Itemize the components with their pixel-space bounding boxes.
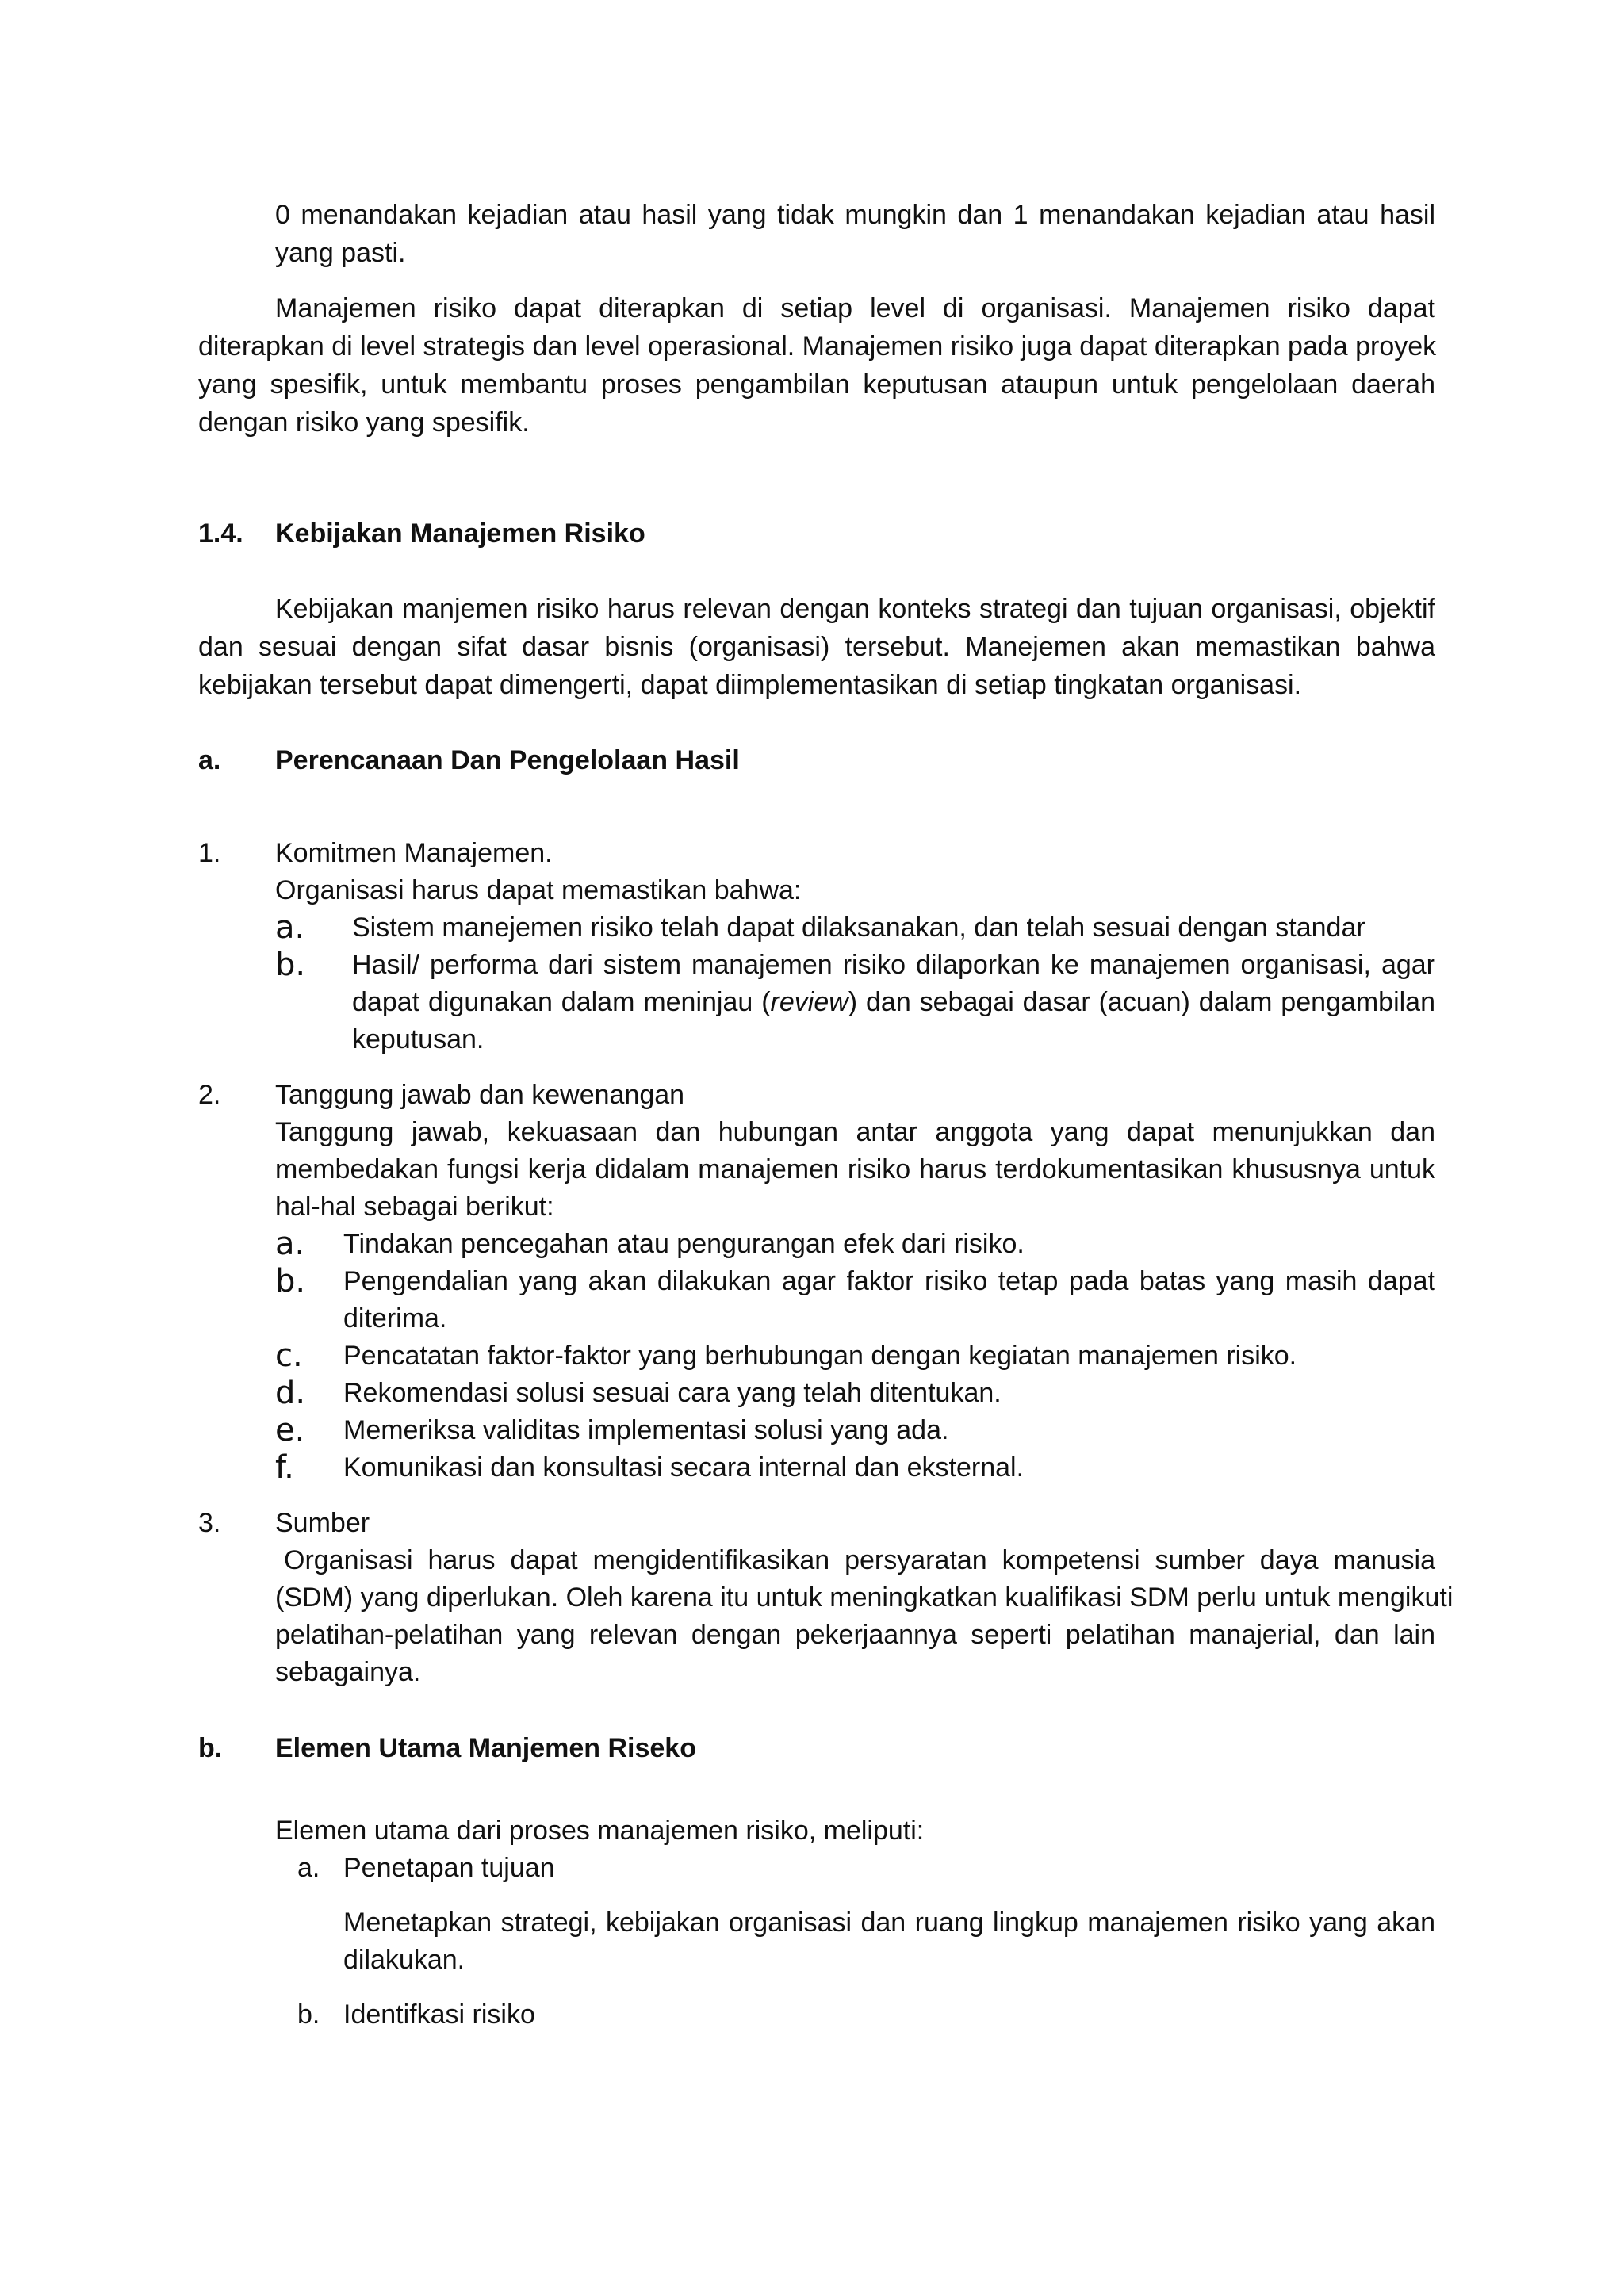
paragraph-line: Manajemen risiko dapat diterapkan di setiap level di organisasi. Manajemen risiko dapat <box>275 293 1435 323</box>
sublist-letter: b. <box>275 1263 306 1299</box>
italic-term: review <box>770 987 848 1017</box>
sublist-text: Sistem manejemen risiko telah dapat dilaksanakan, dan telah sesuai dengan standar <box>352 913 1365 943</box>
list-item-title: Komitmen Manajemen. <box>275 838 553 868</box>
list-item-text: Organisasi harus dapat memastikan bahwa: <box>275 875 802 905</box>
section-letter: b. <box>198 1733 223 1763</box>
list-item-text: membedakan fungsi kerja didalam manajemen risiko harus terdokumentasikan khususnya untuk <box>275 1154 1435 1184</box>
intro-line: 0 menandakan kejadian atau hasil yang tidak mungkin dan 1 menandakan kejadian atau hasil <box>275 200 1435 230</box>
sublist-text: keputusan. <box>352 1024 485 1054</box>
text-run: ) dan sebagai dasar (acuan) dalam pengambilan <box>848 987 1436 1017</box>
sublist-text: Pencatatan faktor-faktor yang berhubungan dengan kegiatan manajemen risiko. <box>343 1341 1297 1371</box>
sublist-title: Penetapan tujuan <box>343 1853 555 1883</box>
sublist-title: Identifkasi risiko <box>343 1999 535 2030</box>
paragraph-line: Kebijakan manjemen risiko harus relevan dengan konteks strategi dan tujuan organisasi, objektif <box>275 594 1435 624</box>
sublist-text: Pengendalian yang akan dilakukan agar faktor risiko tetap pada batas yang masih dapat <box>343 1266 1435 1296</box>
list-item-text: hal-hal sebagai berikut: <box>275 1192 554 1222</box>
sublist-letter: b. <box>297 1999 320 2030</box>
paragraph-line: kebijakan tersebut dapat dimengerti, dapat diimplementasikan di setiap tingkatan organisasi. <box>198 670 1302 700</box>
section-letter: a. <box>198 745 221 775</box>
list-item-text: Organisasi harus dapat mengidentifikasikan persyaratan kompetensi sumber daya manusia <box>284 1545 1435 1575</box>
list-item-title: Sumber <box>275 1508 370 1538</box>
sublist-text: Rekomendasi solusi sesuai cara yang telah ditentukan. <box>343 1378 1002 1408</box>
list-item-text: pelatihan-pelatihan yang relevan dengan pekerjaannya seperti pelatihan manajerial, dan lain <box>275 1620 1435 1650</box>
sublist-letter: c. <box>275 1337 303 1374</box>
sublist-letter: b. <box>275 947 306 983</box>
sublist-text: Tindakan pencegahan atau pengurangan efek dari risiko. <box>343 1229 1025 1259</box>
paragraph-line: diterapkan di level strategis dan level operasional. Manajemen risiko juga dapat diterapkan pada proyek <box>198 331 1437 362</box>
sublist-text: Hasil/ performa dari sistem manajemen risiko dilaporkan ke manajemen organisasi, agar <box>352 950 1435 980</box>
sublist-text: Menetapkan strategi, kebijakan organisasi dan ruang lingkup manajemen risiko yang akan <box>343 1908 1435 1938</box>
sublist-text: Komunikasi dan konsultasi secara internal dan eksternal. <box>343 1452 1025 1483</box>
paragraph-line: dengan risiko yang spesifik. <box>198 408 530 438</box>
list-item-title: Tanggung jawab dan kewenangan <box>275 1080 685 1110</box>
sublist-letter: f. <box>275 1449 294 1486</box>
list-item-text: (SDM) yang diperlukan. Oleh karena itu untuk meningkatkan kualifikasi SDM perlu untuk mengikuti <box>275 1582 1454 1613</box>
sublist-text: Memeriksa validitas implementasi solusi yang ada. <box>343 1415 949 1445</box>
section-heading: Perencanaan Dan Pengelolaan Hasil <box>275 745 740 775</box>
list-number: 3. <box>198 1508 221 1538</box>
sublist-letter: d. <box>275 1375 306 1411</box>
list-item-text: sebagainya. <box>275 1657 421 1687</box>
list-number: 1. <box>198 838 221 868</box>
sublist-letter: e. <box>275 1412 305 1448</box>
sublist-text: dilakukan. <box>343 1945 465 1975</box>
section-number: 1.4. <box>198 519 243 549</box>
sublist-letter: a. <box>297 1853 320 1883</box>
list-item-text: Tanggung jawab, kekuasaan dan hubungan antar anggota yang dapat menunjukkan dan <box>275 1117 1435 1147</box>
section-heading: Elemen Utama Manjemen Riseko <box>275 1733 696 1763</box>
paragraph-line: yang spesifik, untuk membantu proses pengambilan keputusan ataupun untuk pengelolaan daerah <box>198 369 1435 400</box>
text-run: dapat digunakan dalam meninjau ( <box>352 987 771 1017</box>
section-heading: Kebijakan Manajemen Risiko <box>275 519 645 549</box>
intro-line: yang pasti. <box>275 238 406 268</box>
list-number: 2. <box>198 1080 221 1110</box>
sublist-text: diterima. <box>343 1303 447 1334</box>
sublist-letter: a. <box>275 1226 305 1262</box>
paragraph-line: dan sesuai dengan sifat dasar bisnis (organisasi) tersebut. Manejemen akan memastikan bahwa <box>198 632 1435 662</box>
paragraph-line: Elemen utama dari proses manajemen risiko, meliputi: <box>275 1816 925 1846</box>
sublist-letter: a. <box>275 909 305 946</box>
sublist-text <box>352 984 1435 1020</box>
